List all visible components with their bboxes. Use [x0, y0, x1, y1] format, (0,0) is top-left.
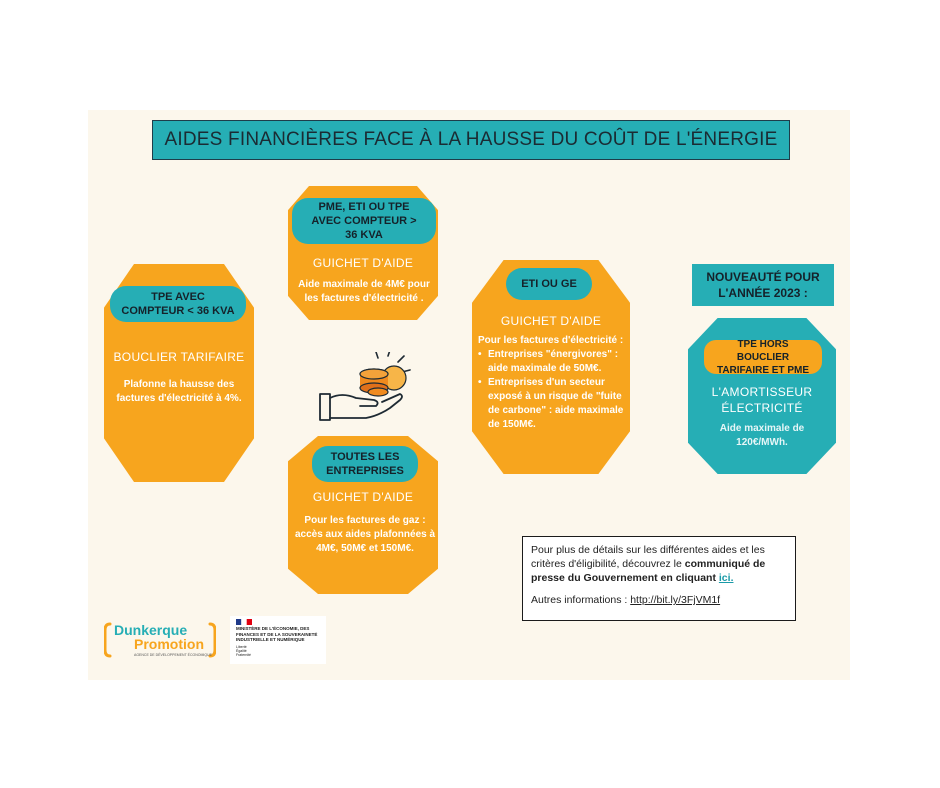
hand-coins-icon [316, 352, 416, 428]
pill-toutes: TOUTES LES ENTREPRISES [312, 446, 418, 482]
subhead-eti: GUICHET D'AIDE [500, 314, 602, 328]
ministere-devise: Liberté Égalité Fraternité [236, 644, 251, 657]
other-info-label: Autres informations : [531, 594, 631, 606]
pill-pme: PME, ETI OU TPE AVEC COMPTEUR > 36 KVA [292, 198, 436, 244]
pill-amortisseur: TPE HORS BOUCLIER TARIFAIRE ET PME [704, 340, 822, 374]
marianne-flag-icon [236, 619, 252, 625]
communique-link[interactable]: ici. [718, 572, 734, 584]
nouveaute-banner: NOUVEAUTÉ POUR L'ANNÉE 2023 : [692, 264, 834, 306]
eti-intro: Pour les factures d'électricité : [478, 335, 624, 346]
dunkerque-tagline: AGENCE DE DÉVELOPPEMENT ÉCONOMIQUE [134, 653, 212, 657]
ministere-logo [230, 616, 326, 664]
body-tpe: Plafonne la hausse des factures d'électricité à 4%. [116, 379, 242, 404]
pill-tpe: TPE AVEC COMPTEUR < 36 KVA [110, 286, 246, 322]
body-toutes: Pour les factures de gaz : accès aux aides plafonnées à 4M€, 50M€ et 150M€. [294, 515, 436, 554]
body-eti [478, 334, 628, 432]
subhead-toutes: GUICHET D'AIDE [312, 490, 414, 504]
info-text: Pour plus de détails sur les différentes aides et les critères d'éligibilité, découvrez le [531, 544, 765, 570]
page-title: AIDES FINANCIÈRES FACE À LA HAUSSE DU COÛT DE L'ÉNERGIE [152, 120, 790, 160]
info-box [522, 536, 796, 621]
promotion-word: Promotion [134, 636, 204, 652]
eti-bullet-1: • Entreprises "énergivores" : aide maximale de 50M€. [478, 348, 628, 376]
other-info-line [531, 593, 787, 607]
subhead-tpe: BOUCLIER TARIFAIRE [113, 350, 245, 364]
body-amortisseur: Aide maximale de 120€/MWh. [719, 423, 805, 448]
dunkerque-word: Dunkerque [114, 622, 188, 638]
subhead-pme: GUICHET D'AIDE [312, 256, 414, 270]
eti-bullet-2: • Entreprises d'un secteur exposé à un risque de "fuite de carbone" : aide maximale de 150M€. [478, 376, 628, 432]
pill-eti: ETI OU GE [506, 268, 592, 300]
subhead-amortisseur: L'AMORTISSEUR ÉLECTRICITÉ [711, 385, 813, 415]
info-bold-text: communiqué de presse du Gouvernement en cliquant [531, 558, 766, 584]
bitly-link[interactable]: http://bit.ly/3FjVM1f [630, 594, 721, 606]
body-pme: Aide maximale de 4M€ pour les factures d'électricité . [298, 279, 430, 304]
dunkerque-promotion-logo [104, 620, 216, 662]
ministere-name: MINISTÈRE DE L'ÉCONOMIE, DES FINANCES ET DE LA SOUVERAINETÉ INDUSTRIELLE ET NUMÉRIQUE [236, 626, 318, 642]
